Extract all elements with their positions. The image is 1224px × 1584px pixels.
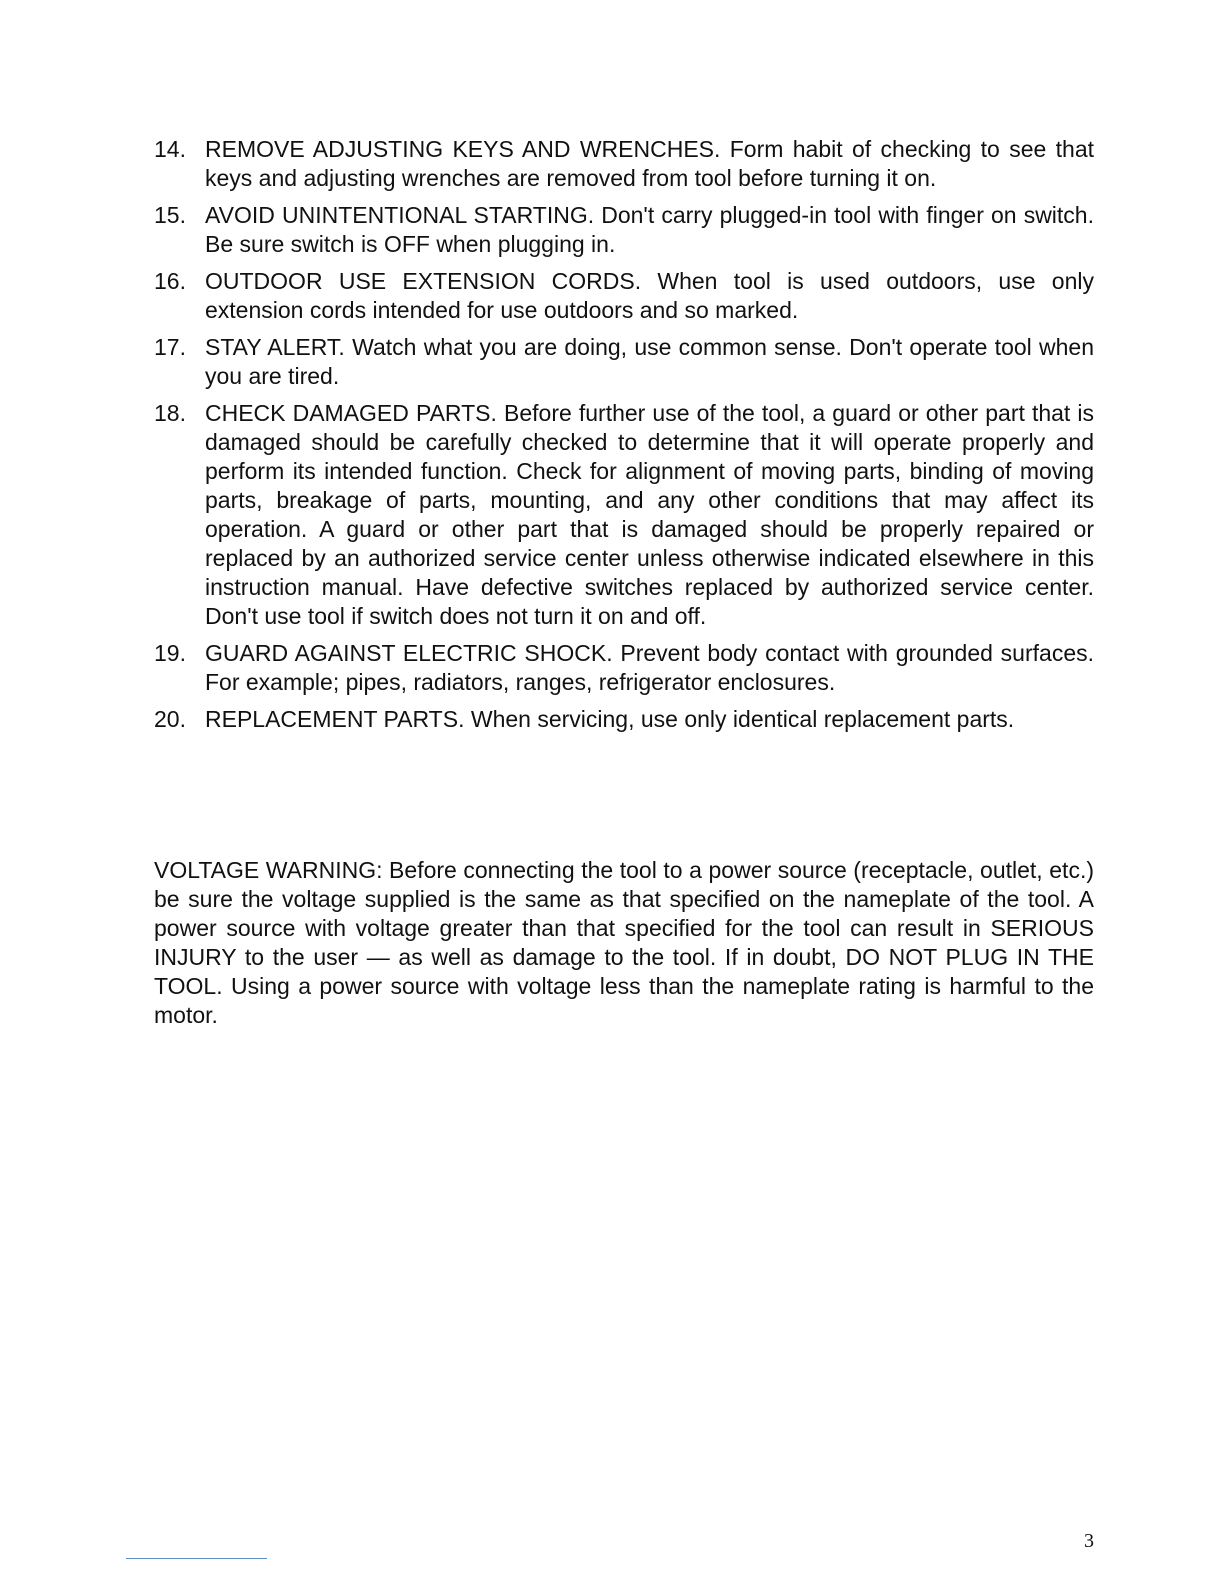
instruction-heading: REMOVE ADJUSTING KEYS AND WRENCHES. [205,136,721,162]
instruction-body: Don't carry plugged-in tool with finger on switch. Be sure switch is OFF when plugging in. [205,202,1094,257]
instruction-number: 15. [154,202,186,228]
instruction-number: 14. [154,136,186,162]
instruction-text [205,201,1094,259]
instruction-number: 18. [154,400,186,426]
instruction-item-14 [154,135,1094,193]
instruction-item-15 [154,201,1094,259]
safety-instructions-list [154,135,1094,742]
instruction-item-19 [154,639,1094,697]
instruction-body: When servicing, use only identical replacement parts. [470,706,1015,732]
instruction-body: Watch what you are doing, use common sense. Don't operate tool when you are tired. [205,334,1095,389]
instruction-text [205,333,1094,391]
instruction-number: 17. [154,334,186,360]
instruction-text [205,399,1094,631]
instruction-heading: AVOID UNINTENTIONAL STARTING. [205,202,595,228]
instruction-item-16 [154,267,1094,325]
instruction-heading: CHECK DAMAGED PARTS. [205,400,497,426]
voltage-warning-paragraph: VOLTAGE WARNING: Before connecting the tool to a power source (receptacle, outlet, etc.) be sure the voltage supplied is the same as that specified on the nameplate of the tool. A power source with voltage greater than that specified for the tool can result in SERIOUS INJURY to the user — as well as damage to the tool. If in doubt, DO NOT PLUG IN THE TOOL. Using a power source with voltage less than the nameplate rating is harmful to the motor. [154,857,1094,1028]
instruction-text [205,705,1094,734]
instruction-body: Prevent body contact with grounded surfaces. For example; pipes, radiators, ranges, refrigerator enclosures. [205,640,1094,695]
instruction-heading: STAY ALERT. [205,334,345,360]
instruction-item-20 [154,705,1094,734]
instruction-heading: REPLACEMENT PARTS. [205,706,465,732]
instruction-text [205,267,1094,325]
page-number: 3 [1084,1530,1094,1552]
instruction-text [205,639,1094,697]
instruction-item-17 [154,333,1094,391]
instruction-heading: GUARD AGAINST ELECTRIC SHOCK. [205,640,613,666]
scan-edge-rule [126,1558,267,1559]
instruction-number: 16. [154,268,186,294]
instruction-item-18 [154,399,1094,631]
instruction-body: Form habit of checking to see that keys and adjusting wrenches are removed from tool before turning it on. [205,136,1094,191]
instruction-heading: OUTDOOR USE EXTENSION CORDS. [205,268,642,294]
instruction-body: Before further use of the tool, a guard or other part that is damaged should be carefully checked to determine that it will operate properly and perform its intended function. Check for alignment of moving parts, binding of moving parts, breakage of parts, mounting, and any other conditions that may affect its operation. A guard or other part that is damaged should be properly repaired or replaced by an authorized service center unless otherwise indicated elsewhere in this instruction manual. Have defective switches replaced by authorized service center. Don't use tool if switch does not turn it on and off. [205,400,1095,629]
instruction-text [205,135,1094,193]
instruction-number: 19. [154,640,186,666]
instruction-number: 20. [154,706,186,732]
instruction-body: When tool is used outdoors, use only extension cords intended for use outdoors and so marked. [205,268,1094,323]
